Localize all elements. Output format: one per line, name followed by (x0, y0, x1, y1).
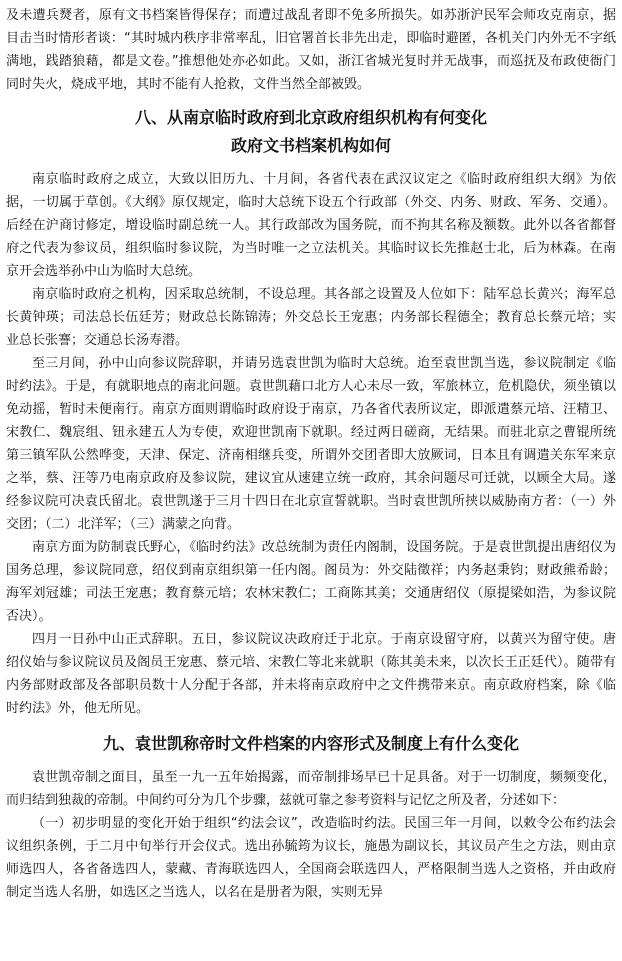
section-8-heading (6, 104, 616, 160)
section-8-paragraph: 四月一日孙中山正式辞职。五日，参议院议决政府迁于北京。于南京设留守府，以黄兴为留守使。唐绍仪始与参议院议员及阁员王宠惠、蔡元培、宋教仁等北来就职（陈其美未来，以次长王正廷代）。随带有内务部财政部及各部职员数十人分配于各部，并未将南京政府中之文件携带来京。南京政府档案，除《临时约法》外，他无所见。 (6, 632, 616, 716)
document-page (0, 4, 622, 961)
section-8-title-line-1: 八、从南京临时政府到北京政府组织机构有何变化 (134, 108, 487, 127)
section-8-paragraph: 南京临时政府之机构，因采取总统制，不设总理。其各部之设置及人位如下：陆军总长黄兴；海军总长黄钟瑛；司法总长伍廷芳；财政总长陈锦涛；外交总长王宠惠；内务部长程德全；教育总长蔡元培；实业总长张謇；交通总长汤寿潜。 (6, 287, 616, 348)
section-8-paragraph: 南京临时政府之成立，大致以旧历九、十月间，各省代表在武汉议定之《临时政府组织大纲》为依据，一切属于草创。《大纲》原仅规定，临时大总统下设五个行政部（外交、内务、财政、军务、交通）。后经在沪商讨修定，增设临时副总统一人。其行政部改为国务院，而不拘其名称及额数。此外以各省都督府之代表为参议员，组织临时参议院，为当时唯一之立法机关。其临时议长先推赵士北，后为林森。在南京开会选举孙中山为临时大总统。 (6, 172, 616, 279)
section-8-title-line-2: 政府文书档案机构如何 (230, 136, 391, 155)
section-8-paragraph: 至三月间，孙中山向参议院辞职，并请另选袁世凯为临时大总统。迨至袁世凯当选，参议院制定《临时约法》。于是，有就职地点的南北问题。袁世凯藉口北方人心未尽一致，军旅林立，危机隐伏，须坐镇以免动摇，暂时未便南行。南京方面则谓临时政府设于南京，乃各省代表所议定，即派遣蔡元培、汪精卫、宋教仁、魏宸组、钮永建五人为专使，欢迎世凯南下就职。经过两日磋商，无结果。而驻北京之曹锟所统第三镇军队公然哗变，天津、保定、济南相继兵变，所谓外交团者即大放厥词，日本且有调遣关东军来京之举，蔡、汪等乃电南京政府及参议院，建议宜从速建立统一政府，其余问题尽可迁就，以顾全大局。遂经参议院可决袁氏留北。袁世凯遂于三月十四日在北京宣誓就职。当时袁世凯所挟以威胁南方者：（一）外交团；（二）北洋军；（三）满蒙之向背。 (6, 356, 616, 532)
lead-paragraph: 及未遭兵燹者，原有文书档案皆得保存；而遭过战乱者即不免多所损失。如苏浙沪民军会师攻克南京，据目击当时情形者谈：“其时城内秩序非常率乱，旧官署首长非先出走，即临时避匿，各机关门内外无不字纸满地，践踏狼藉，都是文卷。”推想他处亦必如此。又如，浙江省城光复时并无战事，而巡抚及布政使衙门同时失火，烧成平地，其时不能有人抢救，文件当然全部被毁。 (6, 8, 616, 92)
section-9-paragraph: 袁世凯帝制之面目，虽至一九一五年始揭露，而帝制排场早已十足具备。对于一切制度，频频变化，而归结到独裁的帝制。中间约可分为几个步骤，兹就可靠之参考资料与记忆之所及者，分述如下： (6, 770, 616, 808)
section-8-paragraph: 南京方面为防制袁氏野心，《临时约法》改总统制为责任内阁制，设国务院。于是袁世凯提出唐绍仪为国务总理，参议院同意，绍仪到南京组织第一任内阁。阁员为：外交陆徵祥；内务赵秉钧；财政熊希龄；海军刘冠雄；司法王宠惠；教育蔡元培；农林宋教仁；工商陈其美；交通唐绍仪（原提梁如浩，为参议院否决）。 (6, 540, 616, 624)
section-9-paragraph: （一）初步明显的变化开始于组织“约法会议”，改造临时约法。民国三年一月间，以敕令公布约法会议组织条例，于二月中旬举行开会仪式。选出孙毓筠为议长，施愚为副议长，其议员产生之方法，则由京师选四人，各省备选四人，蒙藏、青海联选四人，全国商会联选四人，严格限制当选人之资格，并由政府制定当选人名册，如选区之当选人，以名在是册者为限，实则无异 (6, 816, 616, 900)
section-9-title: 九、袁世凯称帝时文件档案的内容形式及制度上有什么变化 (102, 734, 519, 753)
